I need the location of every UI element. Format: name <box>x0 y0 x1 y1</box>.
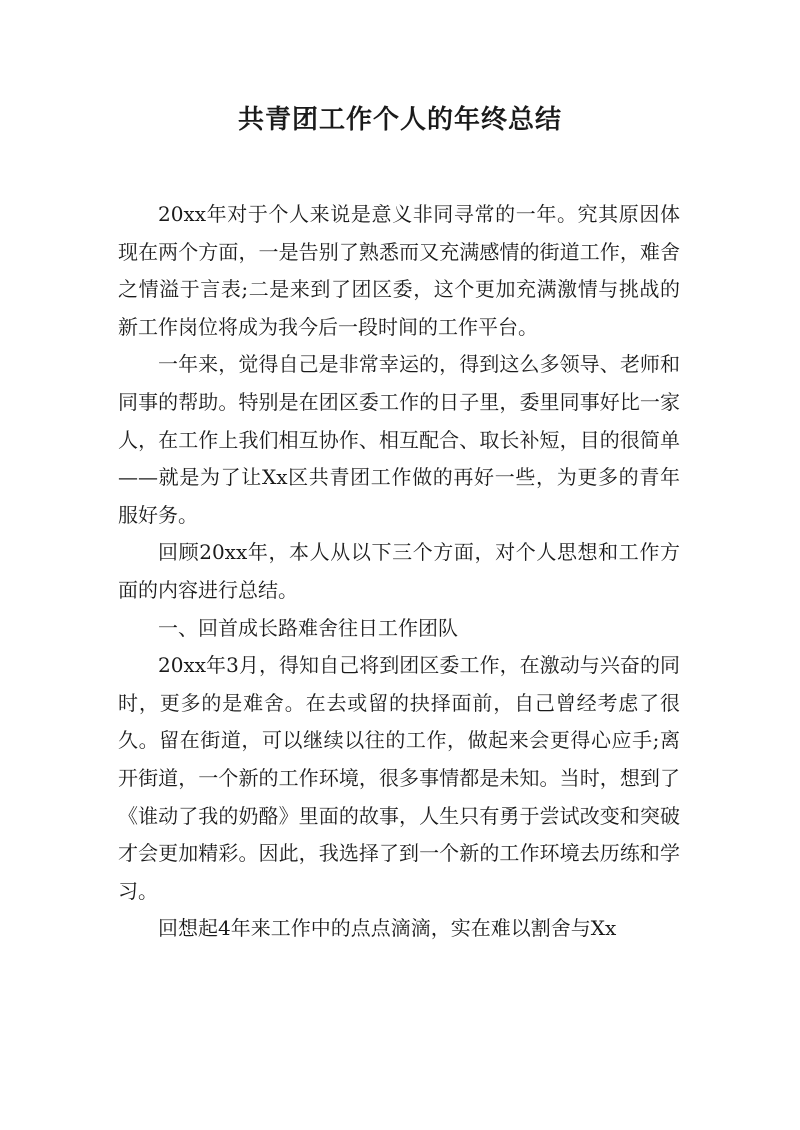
paragraph-3: 回顾20xx年，本人从以下三个方面，对个人思想和工作方面的内容进行总结。 <box>118 540 680 602</box>
paragraph-4: 20xx年3月，得知自己将到团区委工作，在激动与兴奋的同时，更多的是难舍。在去或留的抉择面前，自己曾经考虑了很久。留在街道，可以继续以往的工作，做起来会更得心应手;离开街道，一个新的工作环境，很多事情都是未知。当时，想到了《谁动了我的奶酪》里面的故事，人生只有勇于尝试改变和突破才会更加精彩。因此，我选择了到一个新的工作环境去历练和学习。 <box>118 653 680 903</box>
paragraph-2: 一年来，觉得自己是非常幸运的，得到这么多领导、老师和同事的帮助。特别是在团区委工作的日子里，委里同事好比一家人，在工作上我们相互协作、相互配合、取长补短，目的很简单——就是为了让Xx区共青团工作做的再好一些，为更多的青年服好务。 <box>118 352 680 527</box>
paragraph-5: 回想起4年来工作中的点点滴滴，实在难以割舍与Xx <box>158 916 617 941</box>
section-heading-1: 一、回首成长路难舍往日工作团队 <box>158 615 458 640</box>
document-body <box>118 196 680 948</box>
paragraph-1: 20xx年对于个人来说是意义非同寻常的一年。究其原因体现在两个方面，一是告别了熟悉而又充满感情的街道工作，难舍之情溢于言表;二是来到了团区委，这个更加充满激情与挑战的新工作岗位将成为我今后一段时间的工作平台。 <box>118 202 680 339</box>
document-title: 共青团工作个人的年终总结 <box>237 105 562 135</box>
